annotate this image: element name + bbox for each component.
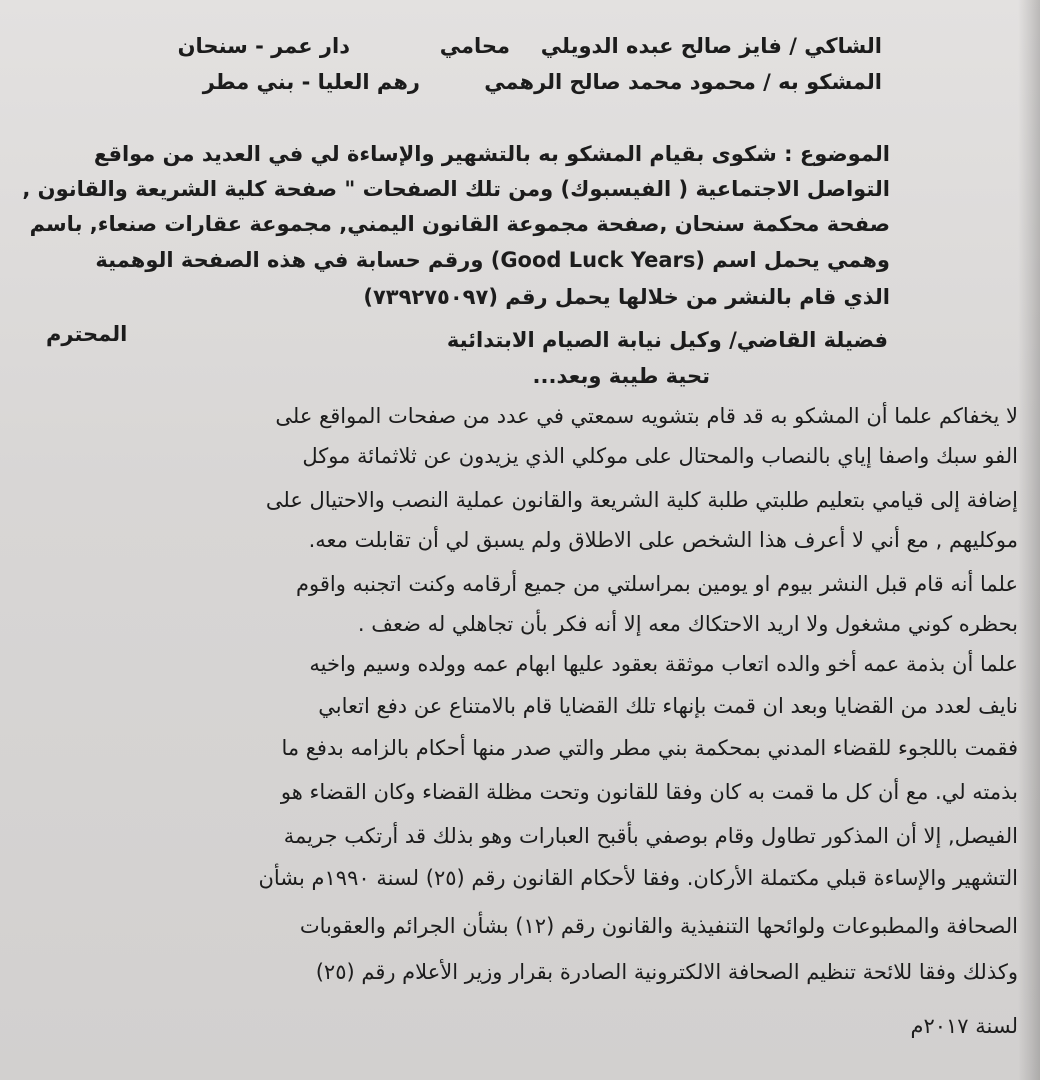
body-line-13: الصحافة والمطبوعات ولوائحها التنفيذية والقانون رقم (١٢) بشأن الجرائم والعقوبات (299, 914, 1018, 938)
body-line-1: لا يخفاكم علما أن المشكو به قد قام بتشويه سمعتي في عدد من صفحات المواقع على (275, 404, 1018, 428)
subject-line-2: التواصل الاجتماعية ( الفيسبوك) ومن تلك الصفحات " صفحة كلية الشريعة والقانون , (22, 177, 890, 201)
complainant-location: دار عمر - سنحان (177, 34, 350, 58)
body-line-6: بحظره كوني مشغول ولا اريد الاحتكاك معه إلا أنه فكر بأن تجاهلي له ضعف . (357, 612, 1018, 636)
body-line-3: إضافة إلى قيامي بتعليم طلبتي طلبة كلية الشريعة والقانون عملية النصب والاحتيال على (265, 488, 1018, 512)
subject-line-4: وهمي يحمل اسم (Good Luck Years) ورقم حسابة في هذه الصفحة الوهمية (95, 248, 890, 272)
body-line-11: الفيصل, إلا أن المذكور تطاول وقام بوصفي بأقبح العبارات وهو بذلك قد أرتكب جريمة (283, 824, 1018, 848)
subject-line-3: صفحة محكمة سنحان ,صفحة مجموعة القانون اليمني, مجموعة عقارات صنعاء, باسم (29, 212, 890, 236)
defendant-location: رهم العليا - بني مطر (202, 70, 420, 94)
defendant-label: المشكو به / محمود محمد صالح الرهمي (484, 70, 882, 94)
subject-line-5: الذي قام بالنشر من خلالها يحمل رقم (٧٣٩٢٧٥٠٩٧) (363, 285, 890, 309)
body-line-5: علما أنه قام قبل النشر بيوم او يومين بمراسلتي من جميع أرقامه وكنت اتجنبه واقوم (295, 572, 1018, 596)
complainant-job: محامي (439, 34, 510, 58)
body-line-2: الفو سبك واصفا إياي بالنصاب والمحتال على موكلي الذي يزيدون عن ثلاثمائة موكل (302, 444, 1018, 468)
subject-line-1: الموضوع : شكوى بقيام المشكو به بالتشهير والإساءة لي في العديد من مواقع (93, 142, 890, 166)
recipient: فضيلة القاضي/ وكيل نيابة الصيام الابتدائية (446, 328, 888, 352)
complainant-label: الشاكي / فايز صالح عبده الدويلي (540, 34, 882, 58)
body-line-14: وكذلك وفقا للائحة تنظيم الصحافة الالكترونية الصادرة بقرار وزير الأعلام رقم (٢٥) (315, 960, 1018, 984)
body-line-8: نايف لعدد من القضايا وبعد ان قمت بإنهاء تلك القضايا قام بالامتناع عن دفع اتعابي (318, 694, 1018, 718)
body-line-10: بذمته لي. مع أن كل ما قمت به كان وفقا للقانون وتحت مظلة القضاء وكان القضاء هو (280, 780, 1018, 804)
body-line-9: فقمت باللجوء للقضاء المدني بمحكمة بني مطر والتي صدر منها أحكام بالزامه بدفع ما (281, 736, 1018, 760)
body-line-4: موكليهم , مع أني لا أعرف هذا الشخص على الاطلاق ولم يسبق لي أن تقابلت معه. (308, 528, 1018, 552)
body-line-7: علما أن بذمة عمه أخو والده اتعاب موثقة بعقود عليها ابهام عمه وولده وسيم واخيه (309, 652, 1018, 676)
body-line-15: لسنة ٢٠١٧م (910, 1014, 1018, 1038)
body-line-12: التشهير والإساءة قبلي مكتملة الأركان. وفقا لأحكام القانون رقم (٢٥) لسنة ١٩٩٠م بشأن (258, 866, 1018, 890)
honorific: المحترم (46, 322, 128, 346)
greeting: تحية طيبة وبعد... (532, 364, 710, 388)
